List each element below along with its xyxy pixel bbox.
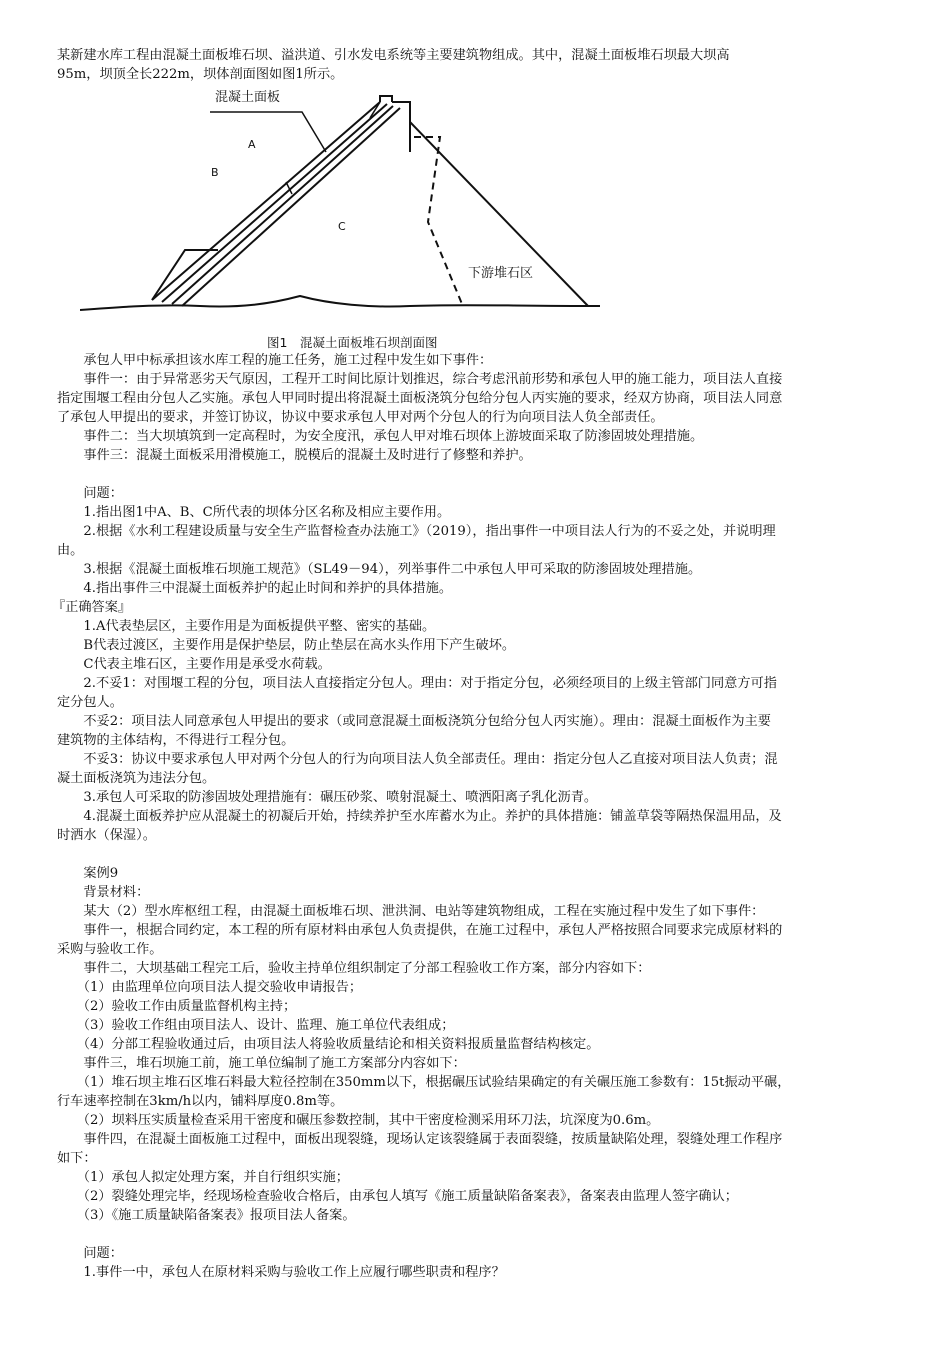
list-item: （1）由监理单位向项目法人提交验收申请报告； xyxy=(57,980,363,995)
parapet-wall xyxy=(380,96,392,102)
text-line: 事件一：由于异常恶劣天气原因，工程开工时间比原计划推迟，综合考虑汛前形势和承包人甲的施工能力，项目法人直接 xyxy=(57,372,783,387)
downstream-zone-boundary xyxy=(414,137,462,304)
case-title: 案例9 xyxy=(57,866,119,881)
list-item: （1）堆石坝主堆石区堆石料最大粒径控制在350mm以下，根据碾压试验结果确定的有关碾压施工参数有：15t振动平碾， xyxy=(57,1075,791,1090)
text-line: 事件二：当大坝填筑到一定高程时，为安全度汛，承包人甲对堆石坝体上游坡面采取了防渗固坡处理措施。 xyxy=(57,429,704,444)
intro-line-1: 某新建水库工程由混凝土面板堆石坝、溢洪道、引水发电系统等主要建筑物组成。其中，混凝土面板堆石坝最大坝高 xyxy=(57,48,730,63)
list-item: （2）裂缝处理完毕，经现场检查验收合格后，由承包人填写《施工质量缺陷备案表》，备案表由监理人签字确认； xyxy=(57,1189,738,1204)
zone-b-label: B xyxy=(211,166,219,179)
figure-caption: 图1 混凝土面板堆石坝剖面图 xyxy=(267,335,438,350)
answer-line: 2.不妥1：对围堰工程的分包，项目法人直接指定分包人。理由：对于指定分包，必须经项目的上级主管部门同意方可指 xyxy=(57,676,777,691)
list-item: （3）验收工作组由项目法人、设计、监理、施工单位代表组成； xyxy=(57,1018,455,1033)
downstream-zone-label: 下游堆石区 xyxy=(468,266,534,281)
zone-a-label: A xyxy=(248,138,256,151)
text-line: 事件三，堆石坝施工前，施工单位编制了施工方案部分内容如下： xyxy=(57,1056,466,1071)
text-line: 采购与验收工作。 xyxy=(57,942,163,957)
list-item: （2）坝料压实质量检查采用干密度和碾压参数控制，其中干密度检测采用环刀法，坑深度为0.6m。 xyxy=(57,1113,660,1128)
answer-line: 建筑物的主体结构，不得进行工程分包。 xyxy=(57,733,295,748)
list-item: （1）承包人拟定处理方案，并自行组织实施； xyxy=(57,1170,349,1185)
question-line: 3.根据《混凝土面板堆石坝施工规范》（SL49－94），列举事件二中承包人甲可采取的防渗固坡处理措施。 xyxy=(57,562,702,577)
slab-line-2 xyxy=(162,104,387,302)
slab-leader-line xyxy=(210,112,326,152)
text-line: 如下： xyxy=(57,1151,97,1166)
slab-line-3 xyxy=(172,106,393,304)
section-heading: 问题： xyxy=(57,486,123,501)
slab-line-1 xyxy=(152,102,380,300)
list-item: （2）验收工作由质量监督机构主持； xyxy=(57,999,297,1014)
list-item: （4）分部工程验收通过后，由项目法人将验收质量结论和相关资料报质量监督结构核定。 xyxy=(57,1037,600,1052)
slab-label: 混凝土面板 xyxy=(215,90,281,105)
text-line: 事件一，根据合同约定，本工程的所有原材料由承包人负责提供，在施工过程中，承包人严格按照合同要求完成原材料的 xyxy=(57,923,783,938)
list-item: （3）《施工质量缺陷备案表》报项目法人备案。 xyxy=(57,1208,356,1223)
answer-line: 时洒水（保湿）。 xyxy=(57,828,156,843)
slab-line-4 xyxy=(182,108,400,306)
answer-line: B代表过渡区，主要作用是保护垫层，防止垫层在高水头作用下产生破坏。 xyxy=(57,638,516,653)
question-line: 1.指出图1中A、B、C所代表的坝体分区名称及相应主要作用。 xyxy=(57,505,451,520)
answer-line: 凝土面板浇筑为违法分包。 xyxy=(57,771,216,786)
answer-line: 定分包人。 xyxy=(57,695,123,710)
answer-line: 4.混凝土面板养护应从混凝土的初凝后开始，持续养护至水库蓄水为止。养护的具体措施：铺盖草袋等隔热保温用品，及 xyxy=(57,809,782,824)
dam-section-drawing xyxy=(80,82,620,332)
question-line: 2.根据《水利工程建设质量与安全生产监督检查办法施工》（2019），指出事件一中项目法人行为的不妥之处，并说明理 xyxy=(57,524,776,539)
question-line: 由。 xyxy=(57,543,84,558)
text-line: 指定围堰工程由分包人乙实施。承包人甲同时提出将混凝土面板浇筑分包给分包人丙实施的要求，经双方协商，项目法人同意 xyxy=(57,391,783,406)
text-line: 行车速率控制在3km/h以内，铺料厚度0.8m等。 xyxy=(57,1094,344,1109)
answer-line: 不妥2：项目法人同意承包人甲提出的要求（或同意混凝土面板浇筑分包给分包人丙实施）。理由：混凝土面板作为主要 xyxy=(57,714,771,729)
dam-section-figure xyxy=(80,82,620,352)
answer-line: C代表主堆石区，主要作用是承受水荷载。 xyxy=(57,657,331,672)
text-line: 某大（2）型水库枢纽工程，由混凝土面板堆石坝、泄洪洞、电站等建筑物组成，工程在实施过程中发生了如下事件： xyxy=(57,904,765,919)
section-heading: 问题： xyxy=(57,1246,123,1261)
question-line: 1.事件一中，承包人在原材料采购与验收工作上应履行哪些职责和程序？ xyxy=(57,1265,505,1280)
text-line: 了承包人甲提出的要求，并签订协议，协议中要求承包人甲对两个分包人的行为向项目法人负全部责任。 xyxy=(57,410,664,425)
answer-line: 不妥3：协议中要求承包人甲对两个分包人的行为向项目法人负全部责任。理由：指定分包人乙直接对项目法人负责；混 xyxy=(57,752,778,767)
text-line: 事件二，大坝基础工程完工后，验收主持单位组织制定了分部工程验收工作方案，部分内容如下： xyxy=(57,961,651,976)
zone-c-label: C xyxy=(338,220,346,233)
answer-heading: 『正确答案』 xyxy=(52,600,132,615)
text-line: 事件三：混凝土面板采用滑模施工，脱模后的混凝土及时进行了修整和养护。 xyxy=(57,448,532,463)
text-line: 背景材料： xyxy=(57,885,150,900)
answer-line: 3.承包人可采取的防渗固坡处理措施有：碾压砂浆、喷射混凝土、喷洒阳离子乳化沥青。 xyxy=(57,790,598,805)
ground-line xyxy=(80,296,600,310)
answer-line: 1.A代表垫层区，主要作用是为面板提供平整、密实的基础。 xyxy=(57,619,436,634)
question-line: 4.指出事件三中混凝土面板养护的起止时间和养护的具体措施。 xyxy=(57,581,453,596)
intro-line-2: 95m，坝顶全长222m，坝体剖面图如图1所示。 xyxy=(57,67,344,82)
text-line: 承包人甲中标承担该水库工程的施工任务，施工过程中发生如下事件： xyxy=(57,353,493,368)
text-line: 事件四，在混凝土面板施工过程中，面板出现裂缝，现场认定该裂缝属于表面裂缝，按质量缺陷处理，裂缝处理工作程序 xyxy=(57,1132,783,1147)
